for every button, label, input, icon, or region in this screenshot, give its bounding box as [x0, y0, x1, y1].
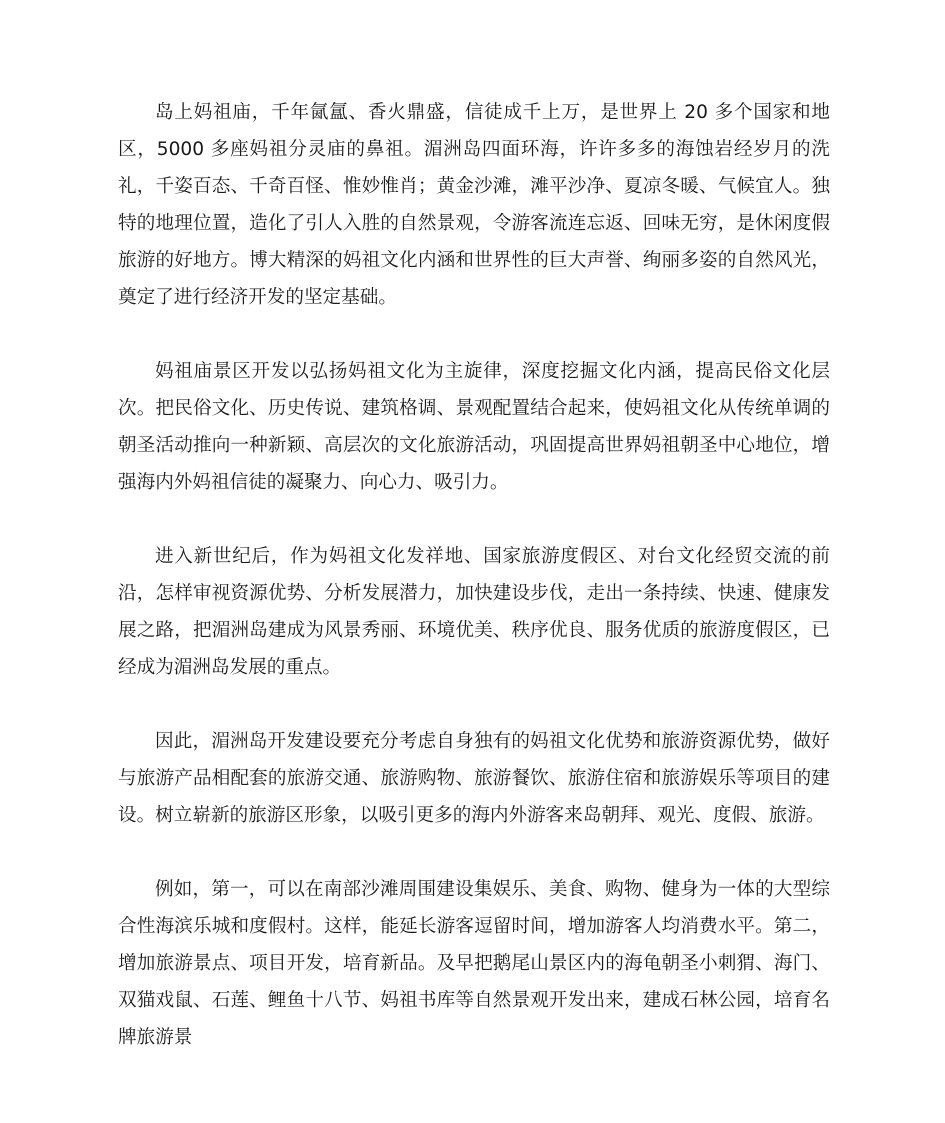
paragraph-2: 妈祖庙景区开发以弘扬妈祖文化为主旋律，深度挖掘文化内涵，提高民俗文化层次。把民俗文化、历史传说、建筑格调、景观配置结合起来，使妈祖文化从传统单调的朝圣活动推向一种新颖、高层次的文化旅游活动，巩固提高世界妈祖朝圣中心地位，增强海内外妈祖信徒的凝聚力、向心力、吸引力。 — [118, 361, 830, 493]
paragraph-1: 岛上妈祖庙，千年氤氲、香火鼎盛，信徒成千上万，是世界上 20 多个国家和地区，5000 多座妈祖分灵庙的鼻祖。湄洲岛四面环海，许许多多的海蚀岩经岁月的洗礼，千姿百态、千奇百怪、惟妙惟肖；黄金沙滩，滩平沙净、夏凉冬暖、气候宜人。独特的地理位置，造化了引人入胜的自然景观，令游客流连忘返、回味无穷，是休闲度假旅游的好地方。博大精深的妈祖文化内涵和世界性的巨大声誉、绚丽多姿的自然风光，奠定了进行经济开发的坚定基础。 — [118, 102, 830, 308]
paragraph-4: 因此，湄洲岛开发建设要充分考虑自身独有的妈祖文化优势和旅游资源优势，做好与旅游产品相配套的旅游交通、旅游购物、旅游餐饮、旅游住宿和旅游娱乐等项目的建设。树立崭新的旅游区形象，以吸引更多的海内外游客来岛朝拜、观光、度假、旅游。 — [118, 731, 830, 826]
document-page — [118, 94, 830, 1056]
paragraph-5: 例如，第一，可以在南部沙滩周围建设集娱乐、美食、购物、健身为一体的大型综合性海滨乐城和度假村。这样，能延长游客逗留时间，增加游客人均消费水平。第二，增加旅游景点、项目开发，培育新品。及早把鹅尾山景区内的海龟朝圣小刺猬、海门、双猫戏鼠、石莲、鲤鱼十八节、妈祖书库等自然景观开发出来，建成石林公园，培育名牌旅游景 — [118, 879, 830, 1048]
paragraph-3: 进入新世纪后，作为妈祖文化发祥地、国家旅游度假区、对台文化经贸交流的前沿，怎样审视资源优势、分析发展潜力，加快建设步伐，走出一条持续、快速、健康发展之路，把湄洲岛建成为风景秀丽、环境优美、秩序优良、服务优质的旅游度假区，已经成为湄洲岛发展的重点。 — [118, 546, 830, 678]
